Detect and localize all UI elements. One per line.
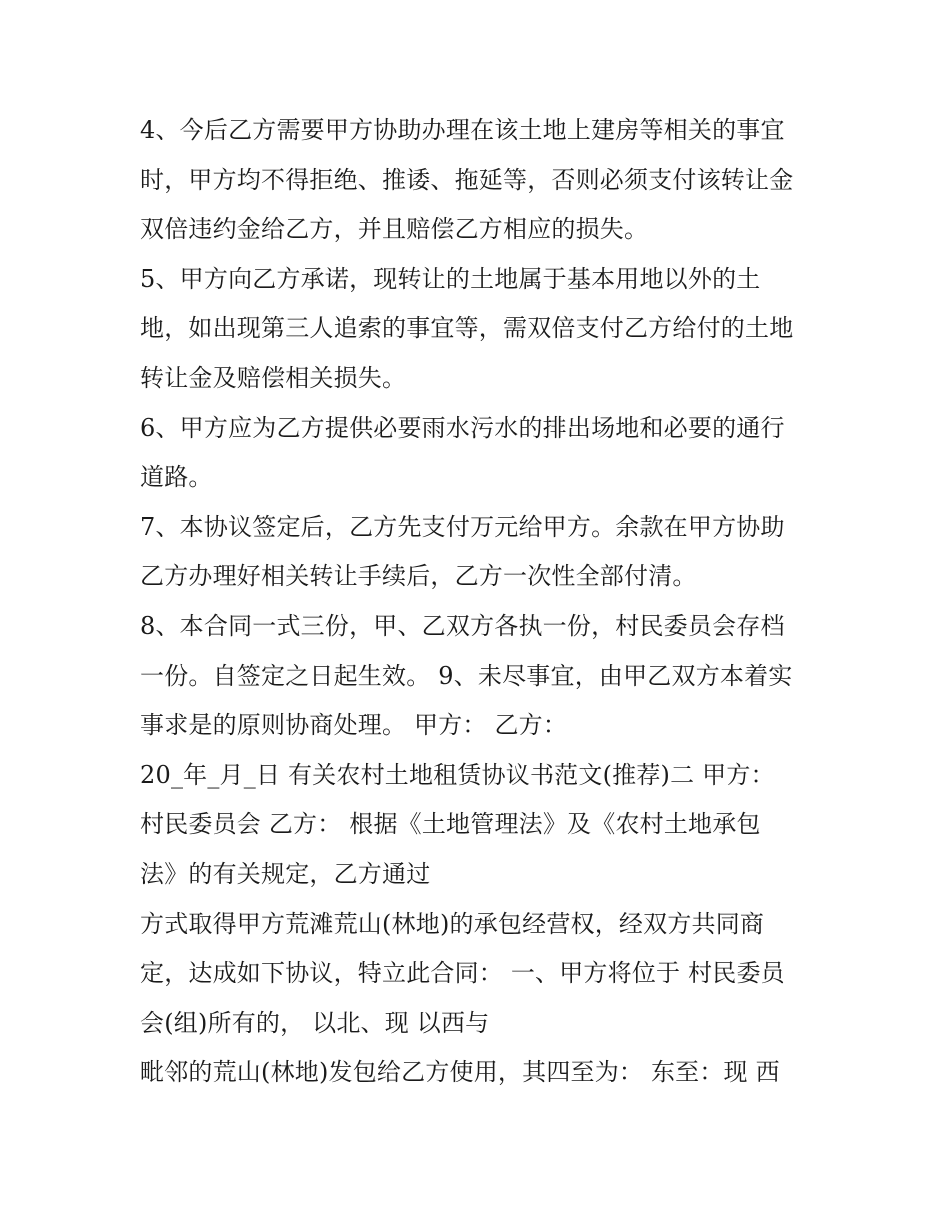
text-line: 时，甲方均不得拒绝、推诿、拖延等，否则必须支付该转让金 [140,165,794,194]
text-line: 地，如出现第三人追索的事宜等，需双倍支付乙方给付的土地 [140,314,794,343]
text-line: 6、甲方应为乙方提供必要雨水污水的排出场地和必要的通行 [140,413,785,442]
text-line: 8、本合同一式三份，甲、乙双方各执一份，村民委员会存档 [140,611,785,640]
text-line: 道路。 [140,463,213,492]
text-line: 双倍违约金给乙方，并且赔偿乙方相应的损失。 [140,215,649,244]
text-line: 法》的有关规定，乙方通过 [140,859,431,888]
document-body [140,106,830,1098]
text-line: 乙方办理好相关转让手续后，乙方一次性全部付清。 [140,562,697,591]
text-line: 20_年_月_日 有关农村土地租赁协议书范文(推荐)二 甲方： [140,760,775,789]
text-line: 7、本协议签定后，乙方先支付万元给甲方。余款在甲方协助 [140,512,785,541]
text-line: 5、甲方向乙方承诺，现转让的土地属于基本用地以外的土 [140,264,761,293]
text-line: 会(组)所有的， 以北、现 以西与 [140,1008,490,1037]
text-line: 定，达成如下协议，特立此合同： 一、甲方将位于 村民委员 [140,959,785,988]
text-line: 方式取得甲方荒滩荒山(林地)的承包经营权，经双方共同商 [140,909,765,938]
text-line: 事求是的原则协商处理。 甲方： 乙方： [140,711,568,740]
text-line: 4、今后乙方需要甲方协助办理在该土地上建房等相关的事宜 [140,116,785,144]
text-line: 一份。自签定之日起生效。 9、未尽事宜，由甲乙双方本着实 [140,661,793,690]
text-line: 毗邻的荒山(林地)发包给乙方使用，其四至为： 东至：现 西 [140,1058,780,1087]
text-line: 转让金及赔偿相关损失。 [140,363,407,392]
text-line: 村民委员会 乙方： 根据《土地管理法》及《农村土地承包 [140,810,761,839]
